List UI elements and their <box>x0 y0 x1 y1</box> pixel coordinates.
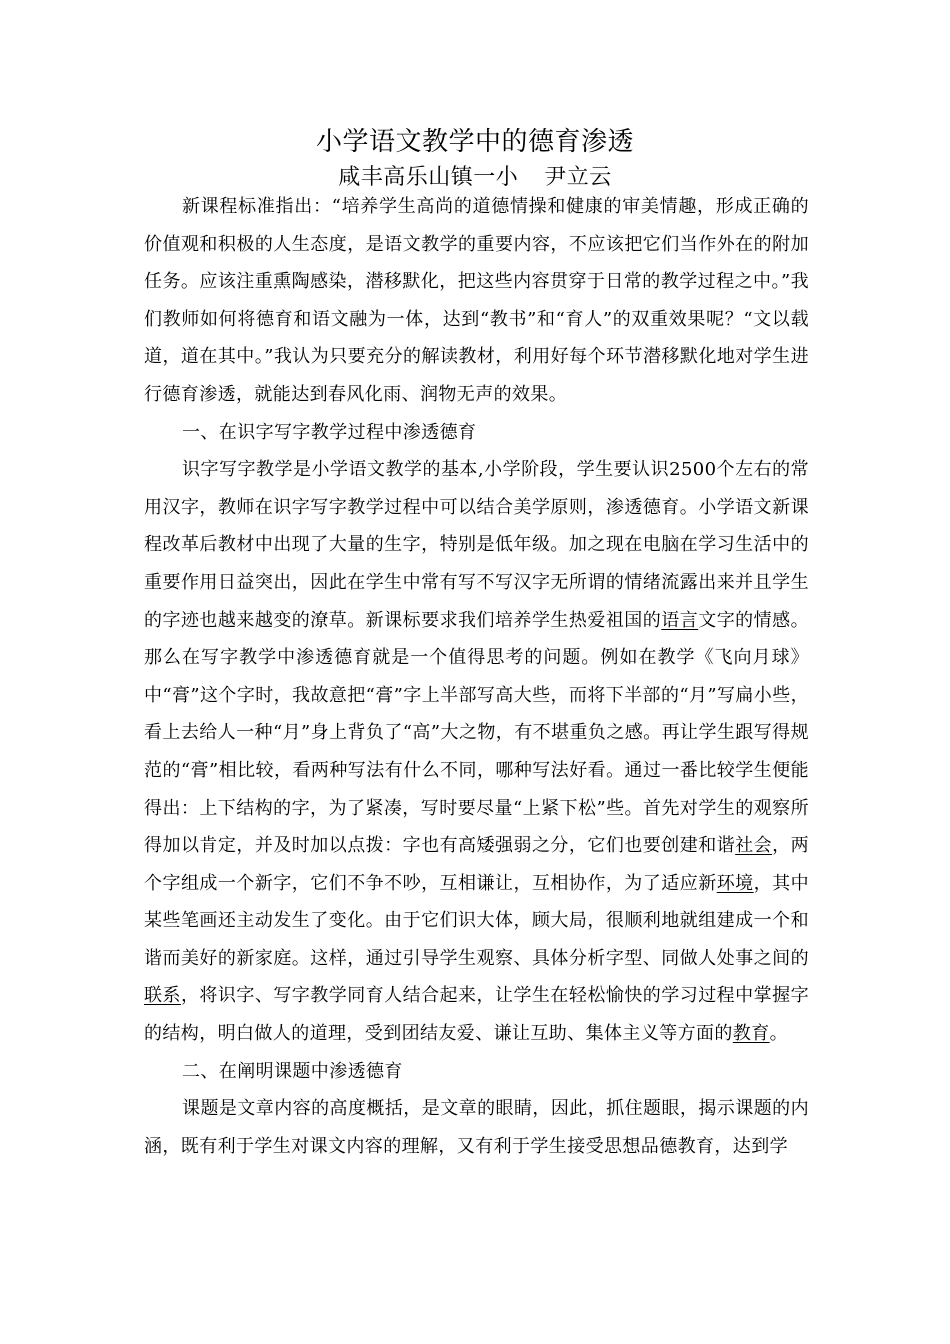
intro-paragraph: 新课程标准指出：“培养学生高尚的道德情操和健康的审美情趣，形成正确的价值观和积极的人生态度，是语文教学的重要内容，不应该把它们当作外在的附加任务。应该注重熏陶感染，潜移默化，把这些内容贯穿于日常的教学过程之中。”我们教师如何将德育和语文融为一体，达到“教书”和“育人”的双重效果呢？“文以载道，道在其中。”我认为只要充分的解读教材，利用好每个环节潜移默化地对学生进行德育渗透，就能达到春风化雨、润物无声的效果。 <box>144 196 809 405</box>
section2-paragraph: 课题是文章内容的高度概括，是文章的眼睛，因此，抓住题眼，揭示课题的内涵，既有利于学生对课文内容的理解，又有利于学生接受思想品德教育，达到学 <box>144 1098 809 1157</box>
section1-paragraph <box>144 451 809 1053</box>
link-shehui[interactable]: 社会 <box>735 835 773 857</box>
section1-text-1: 识字写字教学是小学语文教学的基本,小学阶段，学生要认识2500个左右的常用汉字，教师在识字写字教学过程中可以结合美学原则，渗透德育。小学语文新课程改革后教材中出现了大量的生字，特别是低年级。加之现在电脑在学习生活中的重要作用日益突出，因此在学生中常有写不写汉字无所谓的情绪流露出来并且学生的字迹也越来越变的潦草。新课标要求我们培养学生热爱祖国的 <box>144 459 809 631</box>
document-body <box>144 188 809 1165</box>
link-huanjing[interactable]: 环境 <box>716 872 754 894</box>
author-school: 咸丰高乐山镇一小 <box>338 165 519 190</box>
section1-heading: 一、在识字写字教学过程中渗透德育 <box>182 421 477 443</box>
section1-text-6: 。 <box>769 1023 789 1045</box>
section1-text-4: ，其中某些笔画还主动发生了变化。由于它们识大体，顾大局，很顺利地就组建成一个和谐而美好的新家庭。这样，通过引导学生观察、具体分析字型、同做人处事之间的 <box>144 872 809 969</box>
link-lianxi[interactable]: 联系 <box>144 985 181 1007</box>
section1-text-5: ，将识字、写字教学同育人结合起来，让学生在轻松愉快的学习过程中掌握字的结构，明白做人的道理，受到团结友爱、谦让互助、集体主义等方面的 <box>144 985 809 1045</box>
document-title: 小学语文教学中的德育渗透 <box>315 127 634 157</box>
section1-text-3: ，两个字组成一个新字，它们不争不吵，互相谦让，互相协作，为了适应新 <box>144 835 809 894</box>
section1-text-2: 文字的情感。那么在写字教学中渗透德育就是一个值得思考的问题。例如在教学《飞向月球》中“膏”这个字时，我故意把“膏”字上半部写高大些，而将下半部的“月”写扁小些，看上去给人一种“月”身上背负了“高”大之物，有不堪重负之感。再让学生跟写得规范的“膏”相比较，看两种写法有什么不同，哪种写法好看。通过一番比较学生便能得出：上下结构的字，为了紧凑，写时要尽量“上紧下松”些。首先对学生的观察所得加以肯定，并及时加以点拨：字也有高矮强弱之分，它们也要创建和谐 <box>144 609 809 857</box>
link-yuyan[interactable]: 语言 <box>661 609 699 631</box>
section2-heading: 二、在阐明课题中渗透德育 <box>182 1060 403 1082</box>
link-jiaoyu[interactable]: 教育 <box>732 1023 770 1045</box>
author-name: 尹立云 <box>544 165 612 190</box>
